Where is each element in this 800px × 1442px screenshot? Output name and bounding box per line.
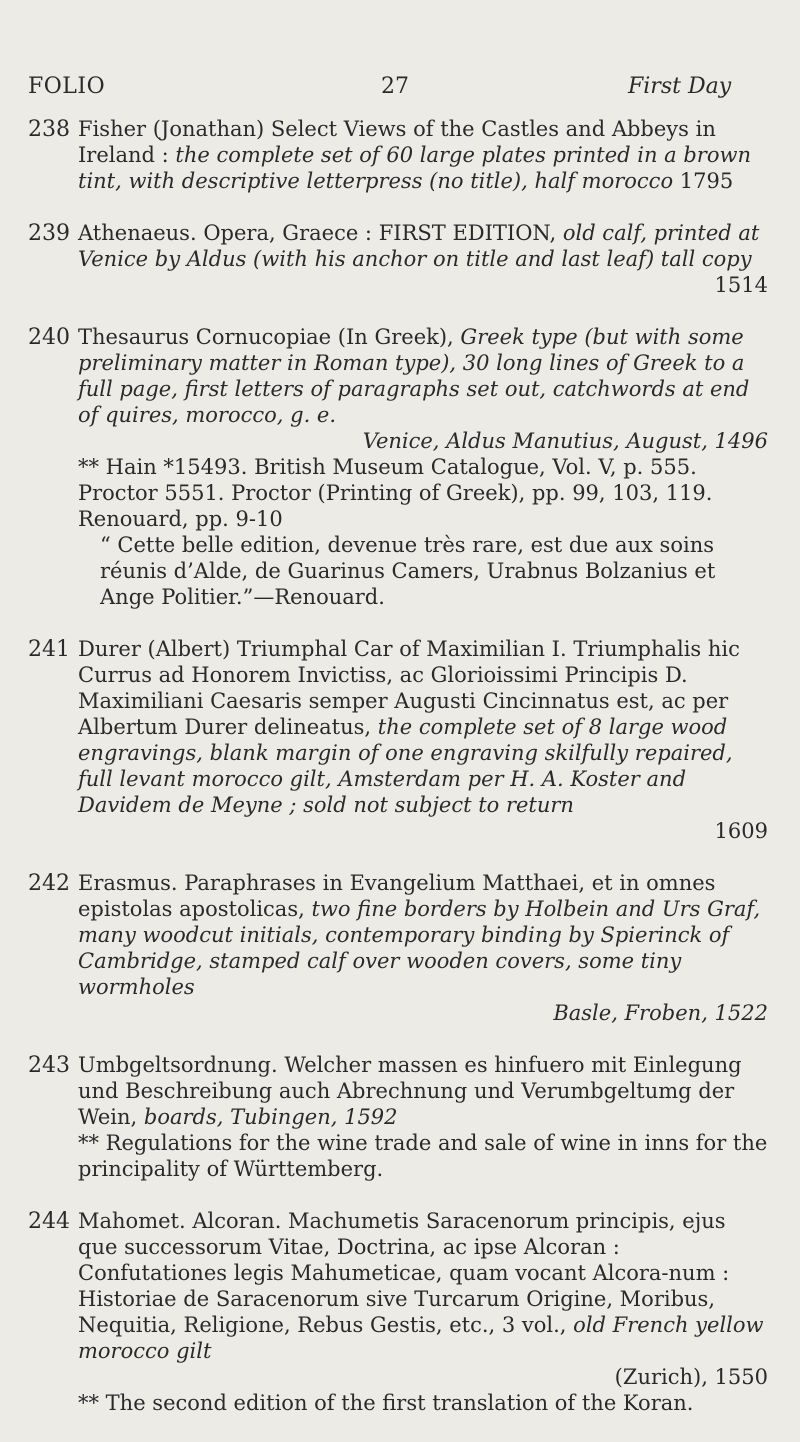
lot-description: boards, Tubingen, 1592 [143, 1105, 398, 1129]
lot-quote: “ Cette belle edition, devenue très rare, est due aux soins réunis d’Alde, de Guarinus Camers, Urabnus Bolzanius et Ange Politier.”—Renouard. [100, 533, 716, 609]
lot-text [78, 870, 768, 1000]
lot-edition: FIRST EDITION, [378, 221, 557, 245]
lot-entry-239 [0, 220, 800, 298]
lot-title: Erasmus. Paraphrases in Evangelium Matthaei, et in omnes epistolas apostolicas, [78, 871, 716, 921]
lot-note: ** Hain *15493. British Museum Catalogue, Vol. V, p. 555. Proctor 5551. Proctor (Printing of Greek), pp. 99, 103, 119. Renouard, pp. 9-10 [78, 455, 713, 531]
lot-list [0, 116, 800, 1442]
lot-description: Greek type (but with some preliminary matter in Roman type), 30 long lines of Greek to a full page, first letters of paragraphs set out, catchwords at end of quires, morocco, g. e. [78, 325, 750, 427]
lot-entry-238 [0, 116, 800, 194]
lot-description: the complete set of 8 large wood engravings, blank margin of one engraving skilfully repaired, full levant morocco gilt, Amsterdam per H. A. Koster and Davidem de Meyne ; sold not subject to return [78, 715, 733, 817]
lot-imprint: 1795 [679, 169, 734, 193]
lot-imprint: Basle, Froben, 1522 [553, 1001, 768, 1025]
lot-entry-241 [0, 636, 800, 844]
header-day: First Day [628, 74, 732, 99]
page-header [0, 74, 800, 104]
lot-text [78, 116, 768, 194]
lot-text [78, 324, 768, 428]
lot-title: Umbgeltsordnung. Welcher massen es hinfuero mit Einlegung und Beschreibung auch Abrechnung und Verumbgeltumg der Wein, [78, 1053, 742, 1129]
lot-number: 238 [28, 117, 70, 142]
lot-title: Thesaurus Cornucopiae (In Greek), [78, 325, 454, 349]
lot-imprint: 1609 [714, 819, 768, 843]
page-number: 27 [381, 74, 409, 99]
lot-number: 242 [28, 871, 70, 896]
lot-title: Mahomet. Alcoran. Machumetis Saracenorum principis, ejus que successorum Vitae, Doctrina, ac ipse Alcoran : Confutationes legis Mahumeticae, quam vocant Alcora-num : Historiae de Saracenorum sive Turcarum Origine, Moribus, Nequitia, Religione, Rebus Gestis, etc., 3 vol., [78, 1209, 730, 1337]
lot-number: 244 [28, 1209, 70, 1234]
lot-description: the complete set of 60 large plates printed in a brown tint, with descriptive letterpress (no title), half morocco [78, 143, 751, 193]
lot-entry-242 [0, 870, 800, 1026]
lot-note: ** The second edition of the first translation of the Koran. [78, 1391, 694, 1415]
lot-description: old calf, printed at Venice by Aldus (with his anchor on title and last leaf) tall copy [78, 221, 760, 271]
lot-number: 243 [28, 1053, 70, 1078]
lot-title: Fisher (Jonathan) Select Views of the Castles and Abbeys in Ireland : [78, 117, 716, 167]
lot-entry-243 [0, 1052, 800, 1182]
lot-entry-244 [0, 1208, 800, 1416]
lot-text [78, 220, 768, 272]
lot-number: 239 [28, 221, 70, 246]
lot-description: two fine borders by Holbein and Urs Graf, many woodcut initials, contemporary binding by Spierinck of Cambridge, stamped calf over wooden covers, some tiny wormholes [78, 897, 761, 999]
lot-description: old French yellow morocco gilt [78, 1313, 764, 1363]
lot-number: 240 [28, 325, 70, 350]
lot-imprint: Venice, Aldus Manutius, August, 1496 [362, 429, 768, 453]
lot-text [78, 636, 768, 818]
lot-number: 241 [28, 637, 70, 662]
lot-imprint: 1514 [714, 273, 768, 297]
lot-title: Durer (Albert) Triumphal Car of Maximilian I. Triumphalis hic Currus ad Honorem Invictiss, ac Glorioissimi Principis D. Maximiliani Caesaris semper Augusti Cincinnatus est, ac per Albertum Durer delineatus, [78, 637, 740, 739]
lot-text [78, 1208, 768, 1364]
lot-imprint: (Zurich), 1550 [614, 1365, 768, 1389]
lot-note: ** Regulations for the wine trade and sale of wine in inns for the principality of Württemberg. [78, 1131, 768, 1181]
lot-title: Athenaeus. Opera, Graece : [78, 221, 373, 245]
lot-entry-240 [0, 324, 800, 610]
header-folio: FOLIO [28, 74, 106, 99]
lot-text [78, 1052, 768, 1130]
